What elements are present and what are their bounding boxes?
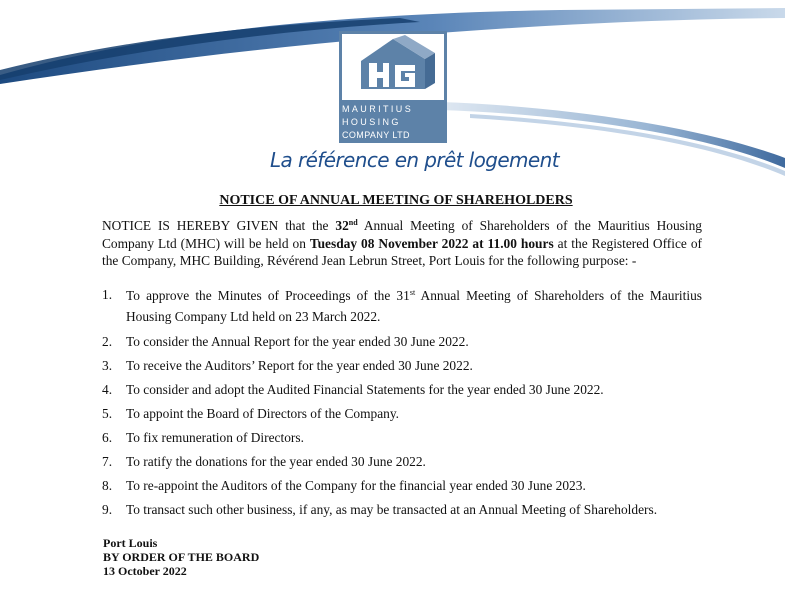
intro-text-2: Annual Meeting of Shareholders of the Mauritius Housing Company Ltd (MHC) will be held on — [102, 218, 702, 251]
logo-line-1: MAURITIUS — [342, 104, 414, 114]
agenda-list — [102, 285, 702, 524]
signoff-place: Port Louis — [103, 536, 158, 550]
intro-text-1: NOTICE IS HEREBY GIVEN that the — [102, 218, 336, 233]
signoff-order: BY ORDER OF THE BOARD — [103, 550, 260, 564]
intro-text-3: at the Registered Office of the Company, MHC Building, Révérend Jean Lebrun Street, Port Louis for the following purpose: - — [102, 235, 702, 268]
signoff-block — [103, 536, 259, 578]
agenda-item: 4. To consider and adopt the Audited Financial Statements for the year ended 30 June 2022. — [102, 382, 604, 397]
agenda-item: 2. To consider the Annual Report for the year ended 30 June 2022. — [102, 334, 469, 349]
agenda-item: 3. To receive the Auditors’ Report for the year ended 30 June 2022. — [102, 358, 473, 373]
agenda-item: 6. To fix remuneration of Directors. — [102, 430, 304, 445]
agenda-item: 7. To ratify the donations for the year ended 30 June 2022. — [102, 454, 426, 469]
agenda-item: 8. To re-appoint the Auditors of the Company for the financial year ended 30 June 2023. — [102, 478, 586, 493]
meeting-datetime: Tuesday 08 November 2022 at 11.00 hours — [309, 235, 554, 251]
agenda-item: 5. To appoint the Board of Directors of the Company. — [102, 406, 400, 421]
agenda-item: 1. To approve the Minutes of Proceedings of the 31st Annual Meeting of Shareholders of the Mauritius Housing Company Ltd held on 23 March 2022. — [102, 287, 702, 324]
logo-line-2: HOUSING — [342, 117, 401, 127]
logo-line-3: COMPANY LTD — [342, 130, 410, 140]
notice-title: NOTICE OF ANNUAL MEETING OF SHAREHOLDERS — [219, 193, 573, 208]
agenda-item: 9. To transact such other business, if any, as may be transacted at an Annual Meeting of Shareholders. — [102, 502, 658, 517]
signoff-date: 13 October 2022 — [103, 564, 187, 578]
logo-wordmark — [339, 100, 447, 143]
notice-intro — [102, 217, 702, 270]
meeting-ordinal: 32nd — [335, 218, 358, 233]
company-tagline: La référence en prêt logement — [270, 148, 559, 172]
